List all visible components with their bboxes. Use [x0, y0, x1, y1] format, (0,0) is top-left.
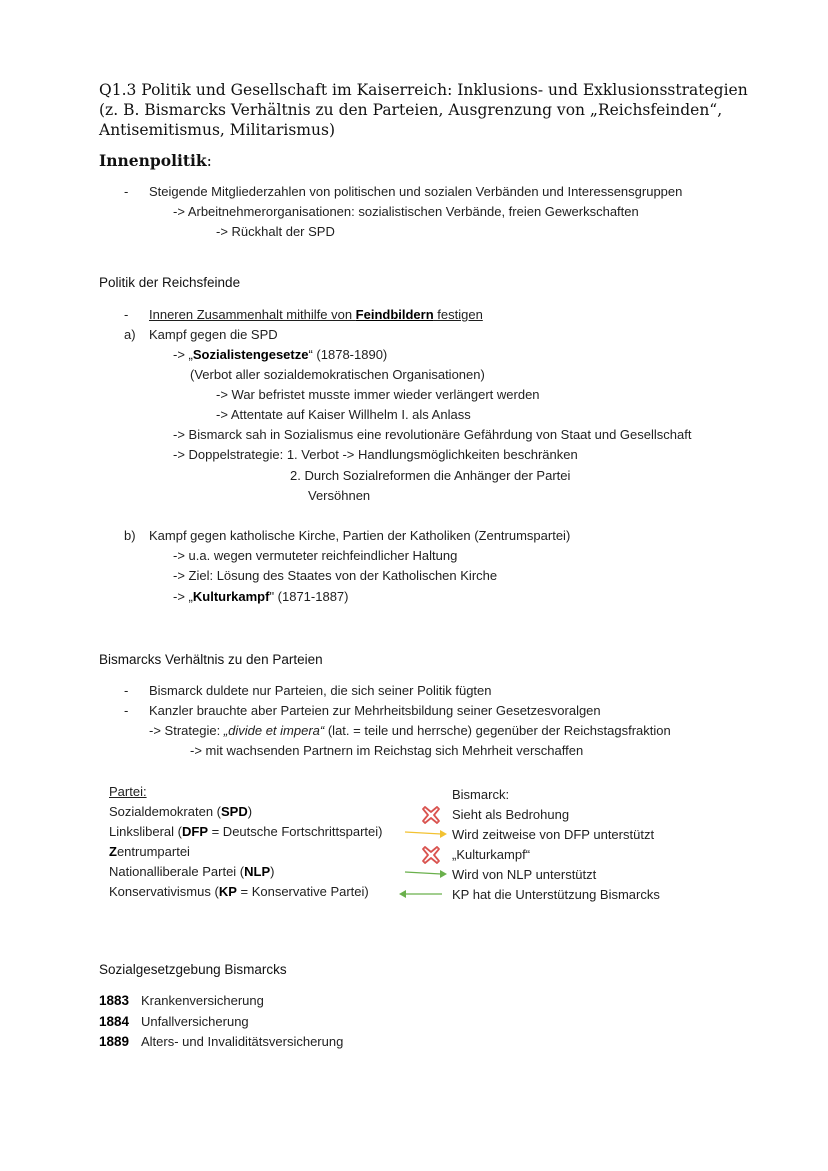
- arrow-right-icon: [403, 828, 449, 840]
- innenpolitik-heading-text: Innenpolitik: [99, 151, 207, 170]
- a1-pre: -> „: [173, 347, 193, 362]
- verhaeltnis-bullet-1: Bismarck duldete nur Parteien, die sich seiner Politik fügten: [149, 683, 492, 698]
- party-name-pre: Linksliberal (: [109, 824, 182, 839]
- cross-icon: [421, 845, 441, 865]
- innenpolitik-heading: [99, 151, 212, 170]
- sozial-heading: Sozialgesetzgebung Bismarcks: [99, 962, 287, 977]
- strategie-pre: -> Strategie:: [149, 723, 224, 738]
- b3-post: " (1871-1887): [269, 589, 349, 604]
- sozialistengesetze-line: [173, 347, 387, 362]
- reichsfeinde-bullet: [149, 307, 483, 322]
- a3-line: -> War befristet musste immer wieder verlängert werden: [216, 387, 540, 402]
- party-name: [109, 804, 252, 819]
- list-item-a: Kampf gegen die SPD: [149, 327, 278, 342]
- title-line-2: (z. B. Bismarcks Verhältnis zu den Parteien, Ausgrenzung von „Reichsfeinden“,: [99, 101, 723, 119]
- party-name-post: ): [270, 864, 275, 879]
- strategie-line: [149, 723, 671, 738]
- innenpolitik-sub-2: -> Rückhalt der SPD: [216, 224, 335, 239]
- bismarck-relation: Wird zeitweise von DFP unterstützt: [452, 827, 655, 842]
- party-abbrev: Z: [109, 844, 117, 859]
- list-item-b: Kampf gegen katholische Kirche, Partien der Katholiken (Zentrumspartei): [149, 528, 571, 543]
- a2-line: (Verbot aller sozialdemokratischen Organisationen): [190, 367, 485, 382]
- a4-line: -> Attentate auf Kaiser Willhelm I. als Anlass: [216, 407, 471, 422]
- party-name-post: ): [247, 804, 253, 819]
- list-label-a: a): [124, 327, 136, 342]
- law-year: 1884: [99, 1014, 130, 1029]
- reichsfeinde-bullet-post: festigen: [433, 307, 483, 322]
- party-name: [109, 844, 190, 859]
- cross-icon: [421, 805, 441, 825]
- a1-bold: Sozialistengesetze: [192, 347, 309, 362]
- innenpolitik-bullet: Steigende Mitgliederzahlen von politischen und sozialen Verbänden und Interessensgruppen: [149, 184, 683, 199]
- a1-post: “ (1878-1890): [308, 347, 388, 362]
- party-name-post: entrumpartei: [116, 844, 190, 859]
- title-line-3: Antisemitismus, Militarismus): [99, 121, 335, 139]
- a5-line: -> Bismarck sah in Sozialismus eine revolutionäre Gefährdung von Staat und Gesellschaft: [173, 427, 692, 442]
- verhaeltnis-bullet-2: Kanzler brauchte aber Parteien zur Mehrheitsbildung seiner Gesetzesvoralgen: [149, 703, 601, 718]
- kulturkampf-line: [173, 589, 349, 604]
- verhaeltnis-heading: Bismarcks Verhältnis zu den Parteien: [99, 652, 323, 667]
- b1-line: -> u.a. wegen vermuteter reichfeindlicher Haltung: [173, 548, 458, 563]
- verhaeltnis-sub-2: -> mit wachsenden Partnern im Reichstag sich Mehrheit verschaffen: [190, 743, 584, 758]
- party-name: [109, 824, 382, 839]
- bismarck-relation: „Kulturkampf“: [452, 847, 531, 862]
- arrow-left-icon: [398, 888, 444, 900]
- law-year: 1889: [99, 1034, 130, 1049]
- law-name: Krankenversicherung: [141, 993, 264, 1008]
- innenpolitik-sub-1: -> Arbeitnehmerorganisationen: sozialistischen Verbände, freien Gewerkschaften: [173, 204, 639, 219]
- a6-line: -> Doppelstrategie: 1. Verbot -> Handlungsmöglichkeiten beschränken: [173, 447, 578, 462]
- party-name-post: = Deutsche Fortschrittspartei): [207, 824, 383, 839]
- party-name-pre: Nationalliberale Partei (: [109, 864, 245, 879]
- b2-line: -> Ziel: Lösung des Staates von der Katholischen Kirche: [173, 568, 498, 583]
- bismarck-relation: Sieht als Bedrohung: [452, 807, 570, 822]
- party-abbrev: KP: [218, 884, 237, 899]
- list-label-b: b): [124, 528, 136, 543]
- title-line-1: Q1.3 Politik und Gesellschaft im Kaiserreich: Inklusions- und Exklusionsstrategien: [99, 81, 748, 99]
- reichsfeinde-bullet-bold: Feindbildern: [355, 307, 434, 322]
- a7-line: 2. Durch Sozialreformen die Anhänger der Partei: [290, 468, 571, 483]
- law-name: Alters- und Invaliditätsversicherung: [141, 1034, 344, 1049]
- a8-line: Versöhnen: [308, 488, 371, 503]
- law-year: 1883: [99, 993, 130, 1008]
- party-name: [109, 864, 274, 879]
- partei-header: Partei:: [109, 784, 147, 799]
- b3-pre: -> „: [173, 589, 193, 604]
- bullet-dash: -: [124, 703, 129, 718]
- bismarck-relation: Wird von NLP unterstützt: [452, 867, 597, 882]
- party-abbrev: SPD: [221, 804, 248, 819]
- innenpolitik-heading-colon: :: [206, 152, 212, 170]
- bullet-dash: -: [124, 184, 129, 199]
- bullet-dash: -: [124, 683, 129, 698]
- party-abbrev: DFP: [181, 824, 208, 839]
- party-name: [109, 884, 369, 899]
- law-name: Unfallversicherung: [141, 1014, 249, 1029]
- party-name-pre: Sozialdemokraten (: [109, 804, 221, 819]
- reichsfeinde-bullet-pre: Inneren Zusammenhalt mithilfe von: [149, 307, 356, 322]
- strategie-post: (lat. = teile und herrsche) gegenüber der Reichstagsfraktion: [324, 723, 671, 738]
- strategie-italic: „divide et impera“: [223, 723, 325, 738]
- reichsfeinde-heading: Politik der Reichsfeinde: [99, 275, 241, 290]
- party-abbrev: NLP: [244, 864, 271, 879]
- party-name-pre: Konservativismus (: [109, 884, 219, 899]
- bismarck-header: Bismarck:: [452, 787, 510, 802]
- arrow-right-icon: [403, 868, 449, 880]
- bullet-dash: -: [124, 307, 129, 322]
- b3-bold: Kulturkampf: [192, 589, 270, 604]
- bismarck-relation: KP hat die Unterstützung Bismarcks: [452, 887, 660, 902]
- party-name-post: = Konservative Partei): [236, 884, 369, 899]
